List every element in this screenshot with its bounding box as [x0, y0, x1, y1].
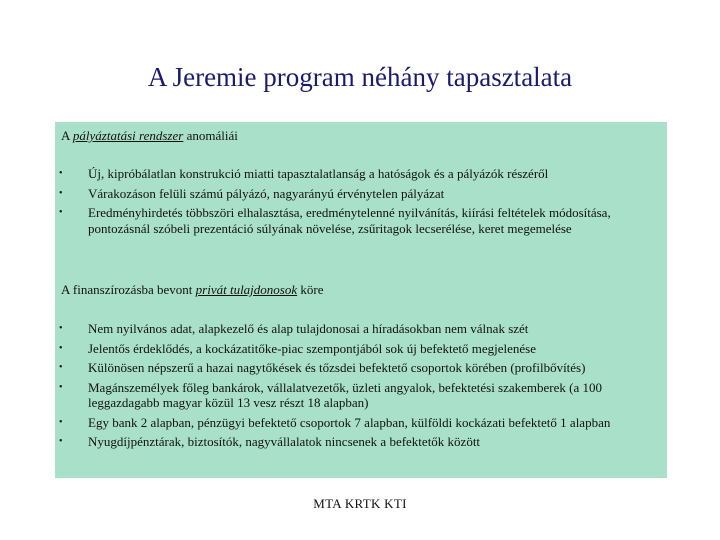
slide-title: A Jeremie program néhány tapasztalata [147, 62, 573, 92]
bullet-list-1 [55, 166, 655, 240]
bullet-icon: • [59, 381, 63, 393]
section-heading-2 [61, 282, 323, 298]
list-item [55, 434, 655, 450]
footer-text: MTA KRTK KTI [313, 496, 407, 511]
section-heading-1-post: anomáliái [183, 128, 238, 143]
list-item-text: Magánszemélyek főleg bankárok, vállalatvezetők, üzleti angyalok, befektetési szakemberek (a 100 leggazdagabb magyar közül 13 vesz részt 18 alapban) [88, 379, 603, 410]
list-item-text: Várakozáson felüli számú pályázó, nagyarányú érvénytelen pályázat [88, 185, 445, 201]
list-item [55, 166, 655, 182]
bullet-icon: • [59, 416, 63, 428]
section-heading-1-pre: A [61, 128, 73, 143]
bullet-list-2 [55, 321, 655, 454]
bullet-icon: • [59, 168, 63, 179]
list-item-text: Eredményhirdetés többszöri elhalasztása, eredménytelenné nyilvánítás, kiírási feltételek módosítása, pontozásnál szóbeli prezentáció súlyának növelése, zsűritagok lecserélése, keret megemelése [88, 205, 611, 236]
section-heading-1-emphasis: pályáztatási rendszer [72, 128, 184, 143]
bullet-icon: • [59, 323, 63, 334]
list-item [55, 341, 655, 357]
section-heading-2-emphasis: privát tulajdonosok [195, 282, 298, 297]
list-item-text: Egy bank 2 alapban, pénzügyi befektető csoportok 7 alapban, külföldi kockázati befektető 1 alapban [88, 414, 611, 430]
content-box [55, 122, 667, 478]
section-heading-2-post: köre [297, 282, 324, 297]
list-item [55, 321, 655, 337]
list-item [55, 360, 655, 376]
list-item-text: Jelentős érdeklődés, a kockázatitőke-piac szempontjából sok új befektető megjelenése [88, 340, 536, 356]
bullet-icon: • [59, 207, 63, 218]
bullet-icon: • [59, 362, 63, 373]
list-item [55, 205, 655, 236]
list-item-text: Különösen népszerű a hazai nagytőkések és tőzsdei befektető csoportok körében (profilbővítés) [88, 360, 586, 375]
list-item [55, 415, 655, 431]
section-heading-2-pre: A finanszírozásba bevont [61, 282, 196, 297]
section-heading-1 [61, 128, 238, 144]
bullet-icon: • [59, 436, 63, 447]
list-item-text: Új, kipróbálatlan konstrukció miatti tapasztalatlanság a hatóságok és a pályázók részéről [88, 166, 549, 181]
bullet-icon: • [59, 187, 63, 199]
list-item-text: Nem nyilvános adat, alapkezelő és alap tulajdonosai a híradásokban nem válnak szét [88, 321, 529, 336]
list-item [55, 186, 655, 202]
bullet-icon: • [59, 342, 63, 354]
list-item [55, 380, 655, 411]
list-item-text: Nyugdíjpénztárak, biztosítók, nagyvállalatok nincsenek a befektetők között [88, 434, 481, 449]
